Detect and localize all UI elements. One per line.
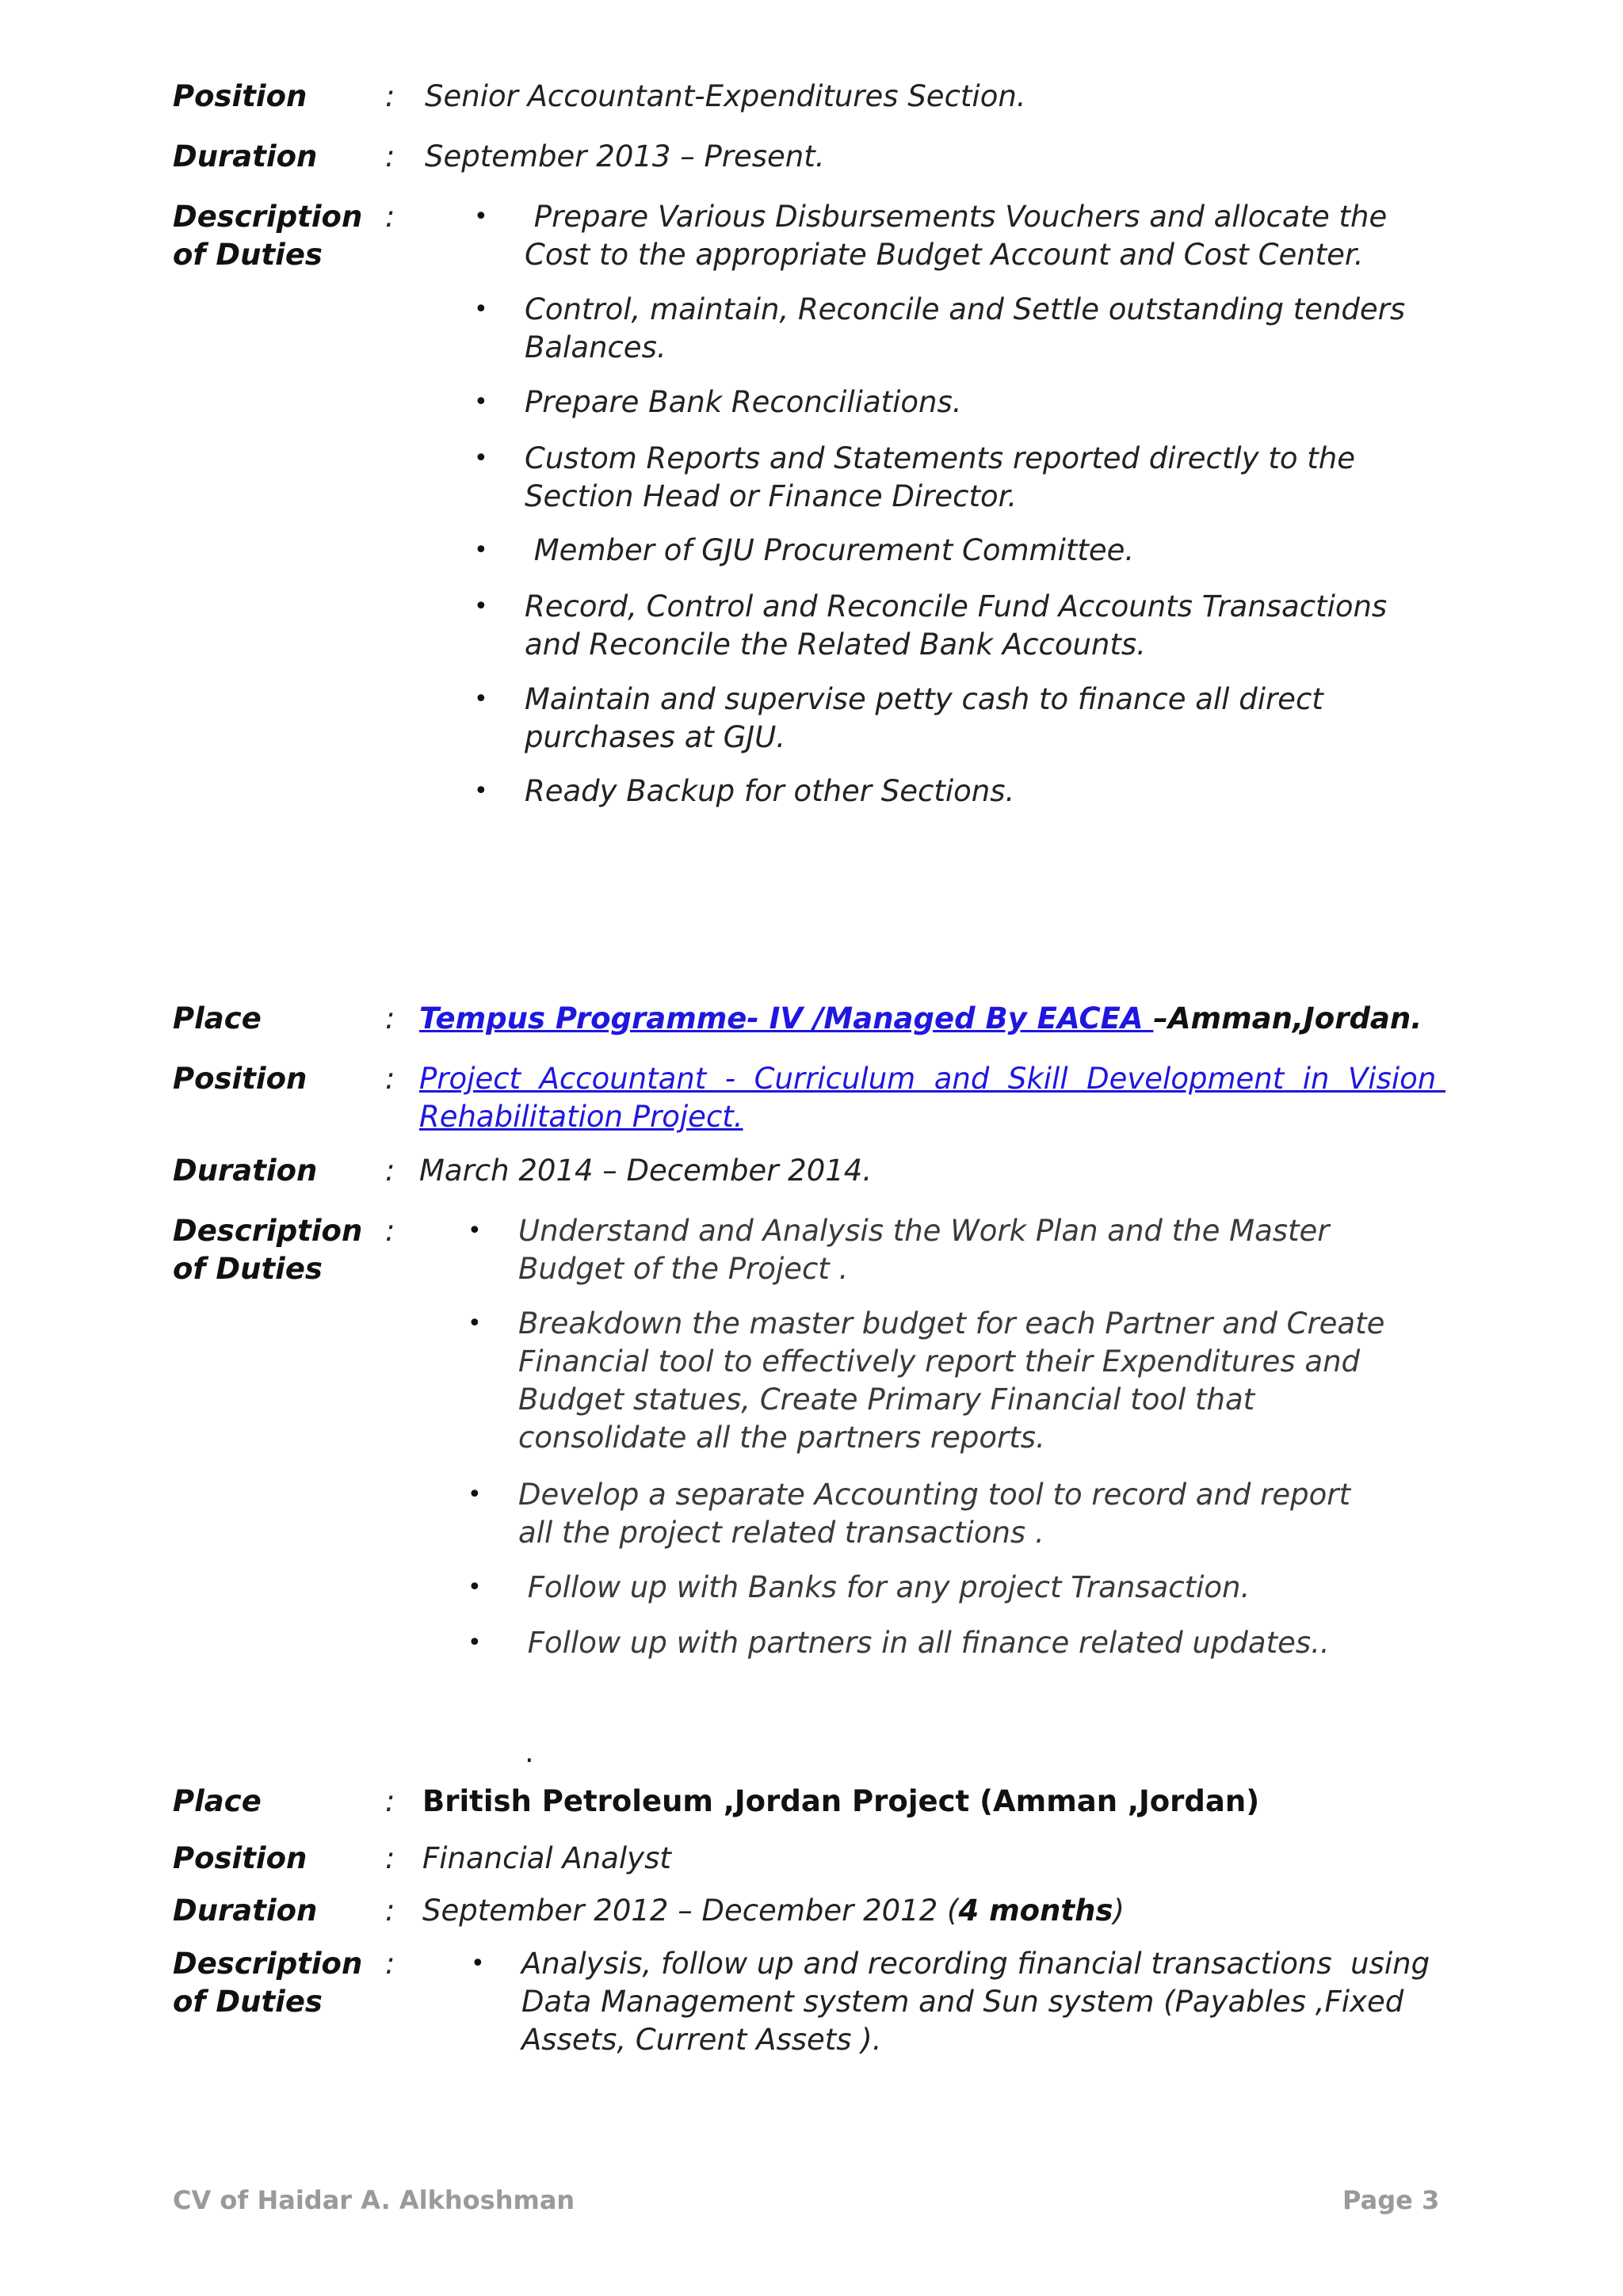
- description-label: [173, 1212, 362, 1288]
- duty-item: Record, Control and Reconcile Fund Accounts Transactions and Reconcile the Related Bank Accounts.: [525, 589, 1388, 662]
- duty-item: Ready Backup for other Sections.: [525, 774, 1015, 808]
- separator-colon: :: [385, 1001, 395, 1035]
- description-label-line: Description: [173, 1947, 363, 1981]
- separator-colon: :: [385, 1062, 395, 1096]
- duty-item: Analysis, follow up and recording financial transactions using Data Management system and Sun system (Payables ,Fixed Assets, Current Assets ).: [521, 1947, 1430, 2057]
- separator-colon: :: [385, 1784, 395, 1818]
- place-label: Place: [173, 1784, 262, 1818]
- separator-colon: :: [385, 1214, 395, 1248]
- bullet-icon: •: [471, 1950, 485, 1978]
- position-value: Senior Accountant-Expenditures Section.: [425, 79, 1026, 113]
- trailing-dot: .: [525, 1735, 534, 1769]
- duty-item: Prepare Various Disbursements Vouchers and allocate the Cost to the appropriate Budget Account and Cost Center.: [525, 200, 1388, 272]
- bullet-icon: •: [474, 203, 488, 231]
- description-label-line: of Duties: [173, 1985, 323, 2019]
- duty-item: Develop a separate Accounting tool to record and report all the project related transactions .: [518, 1478, 1350, 1550]
- position-link-line[interactable]: Rehabilitation Project.: [419, 1100, 743, 1134]
- footer-page-number: Page 3: [1342, 2185, 1440, 2215]
- duty-item: Control, maintain, Reconcile and Settle outstanding tenders Balances.: [525, 292, 1406, 364]
- bullet-icon: •: [468, 1481, 482, 1508]
- separator-colon: :: [385, 1841, 395, 1875]
- bullet-icon: •: [474, 536, 488, 564]
- duty-item: Prepare Bank Reconciliations.: [525, 385, 962, 419]
- separator-colon: :: [385, 1947, 395, 1981]
- bullet-icon: •: [474, 388, 488, 416]
- duration-value: [422, 1892, 1595, 1930]
- separator-colon: :: [385, 79, 395, 113]
- position-value: [419, 1060, 1592, 1136]
- duration-value: March 2014 – December 2014.: [419, 1154, 873, 1188]
- duty-item: Breakdown the master budget for each Partner and Create Financial tool to effectively report their Expenditures and Budget statues, Create Primary Financial tool that consolidate all the partners reports.: [518, 1306, 1385, 1455]
- bullet-icon: •: [468, 1217, 482, 1245]
- bullet-icon: •: [474, 593, 488, 620]
- place-label: Place: [173, 1001, 262, 1035]
- bullet-icon: •: [474, 685, 488, 713]
- description-label-line: Description: [173, 1214, 363, 1248]
- place-link[interactable]: Tempus Programme- IV /Managed By EACEA: [419, 1001, 1154, 1035]
- position-label: Position: [173, 79, 307, 113]
- position-label: Position: [173, 1841, 307, 1875]
- bullet-icon: •: [468, 1629, 482, 1657]
- bullet-icon: •: [468, 1573, 482, 1601]
- duty-item: Follow up with partners in all finance related updates..: [518, 1626, 1330, 1660]
- bullet-icon: •: [468, 1310, 482, 1337]
- position-link-line[interactable]: Project Accountant - Curriculum and Skill Development in Vision: [419, 1062, 1445, 1096]
- duty-item: Maintain and supervise petty cash to finance all direct purchases at GJU.: [525, 682, 1323, 754]
- duration-value: September 2013 – Present.: [425, 139, 825, 174]
- description-label: [173, 198, 362, 274]
- description-label-line: of Duties: [173, 1252, 323, 1286]
- description-label-line: of Duties: [173, 238, 323, 272]
- duration-label: Duration: [173, 139, 318, 174]
- duty-item: Follow up with Banks for any project Transaction.: [518, 1570, 1251, 1604]
- duration-text: September 2012 – December 2012 (: [422, 1894, 959, 1928]
- place-suffix: –Amman,Jordan.: [1153, 1001, 1423, 1035]
- duration-label: Duration: [173, 1154, 318, 1188]
- duration-label: Duration: [173, 1894, 318, 1928]
- position-value: Financial Analyst: [422, 1841, 671, 1875]
- separator-colon: :: [385, 200, 395, 234]
- place-value: British Petroleum ,Jordan Project (Amman ,Jordan): [422, 1784, 1260, 1818]
- description-label-line: Description: [173, 200, 363, 234]
- duty-item: Understand and Analysis the Work Plan and the Master Budget of the Project .: [518, 1214, 1330, 1286]
- bullet-icon: •: [474, 296, 488, 323]
- separator-colon: :: [385, 1154, 395, 1188]
- position-label: Position: [173, 1062, 307, 1096]
- duty-item: Custom Reports and Statements reported directly to the Section Head or Finance Director.: [525, 441, 1355, 513]
- description-label: [173, 1945, 362, 2021]
- footer-cv-name: CV of Haidar A. Alkhoshman: [173, 2185, 575, 2215]
- separator-colon: :: [385, 1894, 395, 1928]
- duration-text: ): [1113, 1894, 1125, 1928]
- bullet-icon: •: [474, 777, 488, 805]
- duty-item: Member of GJU Procurement Committee.: [525, 533, 1135, 567]
- bullet-icon: •: [474, 444, 488, 472]
- place-value: [419, 1000, 1592, 1038]
- separator-colon: :: [385, 139, 395, 174]
- duration-months: 4 months: [958, 1894, 1113, 1928]
